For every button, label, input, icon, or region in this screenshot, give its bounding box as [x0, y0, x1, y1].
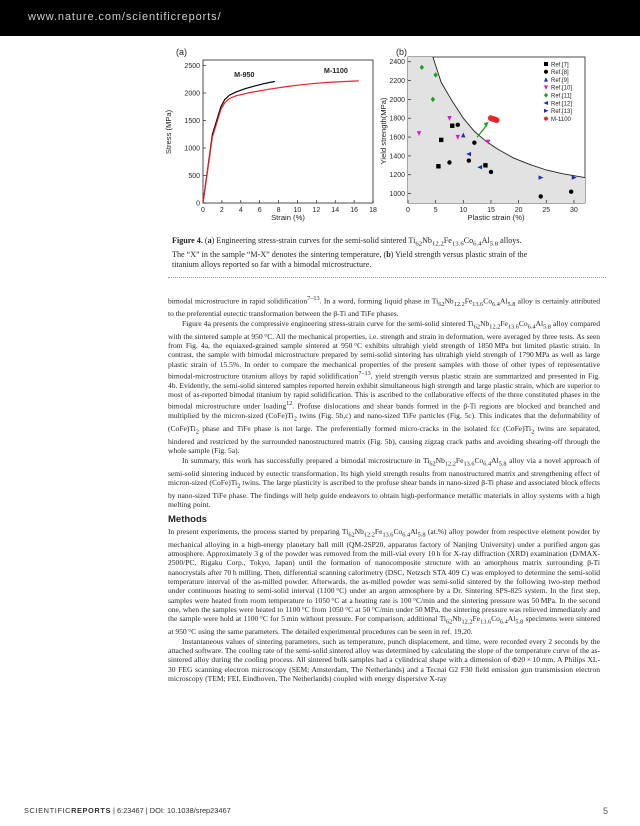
panel-b-label: (b)	[396, 47, 407, 57]
series-line-m-1100	[203, 81, 359, 203]
y-tick-label: 1200	[389, 172, 405, 180]
y-tick-label: 500	[188, 173, 200, 180]
section-heading-methods: Methods	[168, 514, 208, 526]
caption-text: alloys.	[498, 236, 522, 245]
journal-name: SCIENTIFICREPORTS	[24, 806, 111, 815]
data-point-ref7	[483, 163, 487, 167]
x-tick-label: 6	[257, 207, 262, 214]
caption-text: b	[386, 249, 391, 259]
series-label-m-950: M-950	[234, 70, 255, 80]
article-body	[168, 294, 600, 683]
y-tick-label: 1600	[389, 134, 405, 142]
panel-b-legend	[544, 62, 573, 123]
legend-label: Ref.[8]	[551, 70, 569, 77]
y-tick-label: 2000	[389, 96, 405, 104]
x-tick-label: 10	[459, 207, 468, 214]
panel-a-ticks	[184, 63, 377, 214]
paragraph: Instantaneous values of sintering parameters, such as temperature, punch displacement, and time, were recorded every 2 seconds by the attached software. The cooling rate of the semi-solid sintered alloy was determined by calculating the slope of the temperature curve of the as-sintered alloy during the cooling process. All sintered bulk samples had a cylindrical shape with a dimension of Φ20 × 10 mm. A Philips XL-30 FEG scanning electron microscopy (SEM; Amsterdam, The Netherlands) and a Tecnai G2 F30 field emission gun transmission electron microscopy (TEM; FEI, Eindhoven, The Netherlands) coupled with energy dispersive X-ray	[168, 636, 600, 683]
caption-text: a	[207, 236, 212, 245]
y-tick-label: 2400	[389, 59, 405, 67]
x-tick-label: 25	[542, 207, 551, 214]
arrow-head	[484, 122, 489, 127]
journal-header-bar	[0, 0, 640, 36]
panel-b	[379, 47, 585, 222]
legend-label: Ref.[11]	[551, 93, 572, 100]
figure-caption	[172, 236, 602, 270]
legend-label: Ref.[10]	[551, 85, 573, 92]
data-point-ref8	[447, 160, 451, 164]
legend-marker	[544, 93, 548, 98]
caption-sub: 13.6	[451, 240, 464, 248]
caption-sub: 62	[415, 240, 423, 248]
x-tick-label: 0	[201, 207, 205, 214]
legend-marker	[544, 117, 548, 121]
x-tick-label: 2	[219, 207, 224, 214]
x-tick-label: 18	[369, 207, 377, 214]
data-point-ref8	[472, 141, 476, 145]
series-line-m-950	[203, 82, 275, 204]
x-tick-label: 20	[514, 207, 523, 214]
data-point-m-1100	[494, 117, 500, 123]
x-tick-label: 10	[293, 207, 302, 214]
x-tick-label: 5	[433, 207, 438, 214]
legend-marker	[544, 70, 548, 74]
x-tick-label: 12	[312, 207, 321, 214]
panel-a-curves	[203, 66, 359, 203]
y-tick-label: 1000	[184, 145, 200, 153]
caption-text: ) Engineering stress-strain curves for the semi-solid sintered Ti	[211, 236, 416, 245]
data-point-ref7	[436, 164, 440, 168]
caption-sub: 12.2	[431, 240, 444, 248]
y-tick-label: 2200	[389, 78, 405, 86]
legend-marker	[544, 101, 549, 105]
legend-label: Ref.[12]	[551, 101, 573, 108]
caption-text: ) Yield strength versus plastic strain of the	[390, 249, 528, 259]
legend-marker	[544, 77, 548, 82]
caption-text: Nb	[422, 236, 432, 245]
y-tick-label: 1400	[389, 153, 405, 161]
legend-marker	[544, 62, 548, 66]
legend-label: Ref.[9]	[551, 77, 569, 84]
caption-sub: 5.8	[489, 240, 499, 248]
y-tick-label: 1500	[184, 118, 200, 125]
data-point-ref8	[569, 189, 573, 193]
data-point-ref7	[450, 124, 454, 128]
y-tick-label: 1800	[389, 115, 405, 123]
citation: | 6:23467 | DOI: 10.1038/srep23467	[111, 806, 231, 815]
legend-marker	[544, 109, 549, 113]
caption-text: Fe	[443, 236, 452, 245]
caption-text: Co	[463, 236, 474, 245]
data-point-ref7	[439, 138, 443, 142]
figure-4	[0, 44, 640, 240]
y-tick-label: 1000	[389, 191, 405, 199]
paragraph: In present experiments, the process started by preparing $Ti_{62}Nb_{12.2}Fe_{13.6}Co_{6.4}Al_{5.8}$ (at.%) alloy powder from respective element powder by mechanical alloying in a high-energy planetary ball mill (QM-2SP20, apparatus factory of Nanjing University) under a purified argon gas atmosphere. Approximately 3 g of the powder was removed from the mill-vial every 10 h for X-ray diffraction (XRD) examination (D/MAX-2500/PC, Rigaku Corp., Tokyo, Japan) until the formation of nanocomposite structure with an amorphous matrix surrounding β-Ti nanocrystals after 70 h milling. Then, differential scanning calorimetry (DSC, Netzsch STA 409 C) was employed to determine the semi-solid temperature interval of the as-milled powder. Afterwards, the as-milled powder was semi-solid sintered by the following two-step method under continuous heating to semi-solid interval (1100 °C) under an argon atmosphere by a Dr. Sintering SPS-825 system. In the first step, samples were heated from room temperature to 1050 °C at a heating rate is 100 °C/min and the sintering pressure was 50 MPa. In the second one, when the samples were heated to 1100 °C from 1050 °C at 50 °C/min under 50 MPa, the sintering pressure was relieved immediately and the sample were hold at 1100 °C for 5 min without pressure. For comparison, additional $Ti_{62}Nb_{12.2}Fe_{13.6}Co_{6.4}Al_{5.8}$ specimens were sintered at 950 °C using the same parameters. The detailed experimental procedures can be seen in ref. 19,20.	[168, 526, 600, 637]
caption-divider	[168, 277, 606, 278]
y-tick-label: 2000	[184, 90, 200, 98]
legend-marker	[544, 85, 548, 90]
panel-a-xlabel: Strain (%)	[271, 213, 305, 222]
caption-label: Figure 4.	[172, 236, 203, 245]
data-point-ref8	[539, 194, 543, 198]
caption-text: Al	[481, 236, 490, 245]
data-point-ref8	[456, 123, 460, 127]
caption-text: titanium alloys reported so far with a bimodal microstructure.	[172, 260, 372, 270]
caption-text: (	[204, 236, 208, 245]
y-tick-label: 0	[196, 200, 200, 208]
legend-label: Ref.[13]	[551, 109, 573, 116]
x-tick-label: 4	[238, 207, 243, 214]
caption-text: The “X” in the sample “M-X” denotes the sintering temperature, (	[172, 249, 387, 259]
x-tick-label: 15	[487, 207, 495, 214]
panel-a	[164, 47, 377, 222]
panel-a-label: (a)	[176, 47, 187, 57]
panel-a-ylabel: Stress (MPa)	[164, 109, 173, 155]
y-tick-label: 2500	[184, 63, 200, 70]
x-tick-label: 16	[350, 207, 359, 214]
legend-label: M-1100	[551, 116, 571, 123]
arrow-line	[477, 125, 487, 137]
data-point-ref8	[489, 170, 493, 174]
panel-b-xlabel: Plastic strain (%)	[467, 213, 525, 222]
x-tick-label: 30	[570, 207, 578, 214]
paragraph: In summary, this work has successfully prepared a bimodal microstructure in $Ti_{62}Nb_{12.2}Fe_{13.6}Co_{6.4}Al_{5.8}$ alloy via a novel approach of semi-solid sintering induced by eutectic transformation. Its high yield strength results from nanostructured matrix and strengthening effect of micron-sized $(CoFe)Ti_2$ twins. The large plasticity is ascribed to the profuse shear bands in nano-sized β-Ti phase and associated block effects by nano-sized TiFe phase. The findings will help guide endeavors to obtain high-performance metallic materials in alloy systems with a high melting point.	[168, 455, 600, 510]
legend-label: Ref.[7]	[551, 62, 569, 69]
data-point-ref8	[467, 158, 471, 162]
series-label-m-1100: M-1100	[323, 66, 348, 76]
caption-sub: 6.4	[473, 240, 482, 248]
x-tick-label: 8	[276, 207, 281, 214]
paragraph: bimodal microstructure in rapid solidification$^{7-13}$. In a word, forming liquid phase in $Ti_{62}Nb_{12.2}Fe_{13.6}Co_{6.4}Al_{5.8}$ alloy is certainly attributed to the preferential eutectic transformation between the β-Ti and TiFe phases.	[168, 295, 600, 319]
journal-url[interactable]: www.nature.com/scientificreports/	[28, 11, 222, 23]
figure-4-svg	[0, 44, 640, 240]
panel-b-ylabel: Yield strength(MPa)	[379, 97, 388, 165]
page-number: 5	[602, 806, 608, 816]
x-tick-label: 0	[406, 207, 410, 214]
x-tick-label: 14	[331, 207, 340, 214]
page-footer	[24, 806, 616, 820]
paragraph: Figure 4a presents the compressive engineering stress-strain curve for the semi-solid sintered $Ti_{62}Nb_{12.2}Fe_{13.6}Co_{6.4}Al_{5.8}$ alloy compared with the sintered sample at 950 °C. All the mechanical properties, i.e. strength and strain in deformation, were averaged by three tests. As seen from Fig. 4a, the equiaxed-grained sample sintered at 950 °C exhibits ultrahigh yield strength of 1850 MPa but limited plastic strain. In contrast, the sample with bimodal microstructure prepared by semi-solid sintering has ultrahigh yield strength of 1790 MPa as well as large plastic strain of 15.5%. In order to compare the mechanical properties of the present samples with those of other types of representative bimodal-microstructure titanium alloys by rapid solidification$^{7-13}$, yield strength versus plastic strain are summarized and presented in Fig. 4b. Evidently, the semi-solid sintered samples reported herein exhibit simultaneous high strength and large plastic strain, which are superior to most of as-reported bimodal titanium by rapid solidification. This is ascribed to the collaborative effects of the three constituted phases in the bimodal microstructure under loading$^{12}$. Profuse dislocations and shear bands formed in the β-Ti regions are blocked and branched and multiplied by the micron-sized $(CoFe)Ti_2$ twins (Fig. 5b,c) and nano-sized TiFe particles (Fig. 5c). This indicates that the deformability of $(CoFe)Ti_2$ phase and TiFe phase is not large. The preferentially formed micro-cracks in the isolated fcc $(CoFe)Ti_2$ twins are separated, hindered and restricted by the surrounded nanostructured matrix (Fig. 5b), causing zigzag crack paths and avoiding shearing-off through the whole sample (Fig. 5a).	[168, 318, 600, 456]
